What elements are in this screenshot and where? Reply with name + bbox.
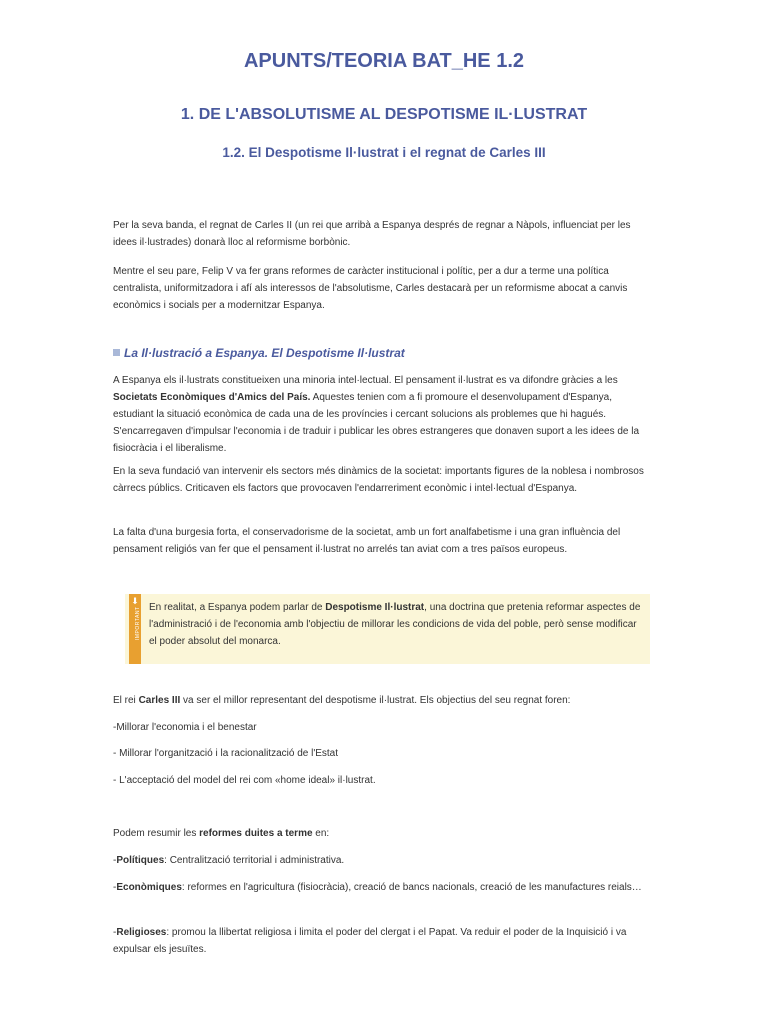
bold-text: reformes duites a terme [199,828,313,839]
text-run: - [113,882,117,893]
text-run: Podem resumir les [113,828,200,839]
subsection-title [113,346,405,360]
illustration-paragraph-2: En la seva fundació van intervenir els sectors més dinàmics de la societat: importants figures de la noblesa i nombrosos càrrecs públics. Criticaven els factors que provocaven l'endarreriment econòmic i intel·lectual d'Espanya. [113,466,644,494]
bold-text: Religioses [116,927,167,938]
square-bullet-icon [113,349,120,356]
intro-paragraph-1: Per la seva banda, el regnat de Carles II (un rei que arribà a Espanya després de regnar a Nàpols, influenciat per les idees il·lustrades) donarà lloc al reformisme borbònic. [113,220,631,248]
important-label: IMPORTANT [135,606,141,640]
text-run: , una doctrina que pretenia reformar aspectes de l'administració i de l'economia amb l'objectiu de millorar les condicions de vida del poble, però sense modificar el poder absolut del monarca. [149,602,641,647]
text-run: - [113,855,117,866]
text-run: En realitat, a Espanya podem parlar de [149,602,326,613]
illustration-paragraph-1 [113,372,653,457]
objective-item: -Millorar l'economia i el benestar [113,722,257,733]
text-run: El rei [113,695,139,706]
text-run: va ser el millor representant del despotisme il·lustrat. Els objectius del seu regnat foren: [180,695,571,706]
text-run: : reformes en l'agricultura (fisiocràcia), creació de bancs nacionals, creació de les manufactures reials… [181,882,642,893]
important-note-box [125,594,650,664]
intro-paragraph-2: Mentre el seu pare, Felip V va fer grans reformes de caràcter institucional i polític, per a dur a terme una política centralista, uniformitzadora i afí als interessos de l'absolutisme, Carles destacarà per un reformisme abocat a canvis econòmics i socials per a modernitzar Espanya. [113,266,628,311]
subsection-title-text: La Il·lustració a Espanya. El Despotisme Il·lustrat [124,346,405,360]
reform-item [113,879,653,896]
chapter-heading: 1. DE L'ABSOLUTISME AL DESPOTISME IL·LUSTRAT [180,106,588,123]
bold-text: Societats Econòmiques d'Amics del País. [113,392,311,403]
important-note-strip [129,594,141,664]
text-run: A Espanya els il·lustrats constitueixen una minoria intel·lectual. El pensament il·lustrat es va difondre gràcies a les [113,375,618,386]
illustration-paragraph-3: La falta d'una burgesia forta, el conservadorisme de la societat, amb un fort analfabetisme i una gran influència del pensament religiós van fer que el pensament il·lustrat no arrelés tan aviat com a tres països europeus. [113,527,621,555]
document-title: APUNTS/TEORIA BAT_HE 1.2 [243,50,525,72]
text-run: : promou la llibertat religiosa i limita el poder del clergat i el Papat. Va reduir el poder de la Inquisició i va expulsar els jesuïtes. [113,927,627,955]
reforms-intro [113,825,653,842]
reform-item [113,924,653,958]
carles-paragraph [113,692,653,709]
bold-text: Despotisme Il·lustrat [325,602,425,613]
text-run: en: [312,828,330,839]
bold-text: Carles III [138,695,181,706]
bold-text: Econòmiques [116,882,182,893]
reform-item [113,852,653,869]
important-note-text [149,599,644,650]
section-heading: 1.2. El Despotisme Il·lustrat i el regnat de Carles III [222,145,546,160]
text-run: : Centralització territorial i administrativa. [164,855,345,866]
bold-text: Polítiques [116,855,165,866]
text-run: - [113,927,117,938]
text-run: Aquestes tenien com a fi promoure el desenvolupament d'Espanya, estudiant la situació econòmica de cada una de les províncies i cercant solucions als problemes que hi hagués. S'encarregaven d'impulsar l'economia i de traduir i publicar les obres estrangeres que donaven suport a les idees de la fisiocràcia i el liberalisme. [113,392,640,454]
pin-icon: ⬇ [131,596,139,606]
objective-item: - Millorar l'organització i la racionalització de l'Estat [113,748,339,759]
objective-item: - L'acceptació del model del rei com «home ideal» il·lustrat. [113,775,376,786]
